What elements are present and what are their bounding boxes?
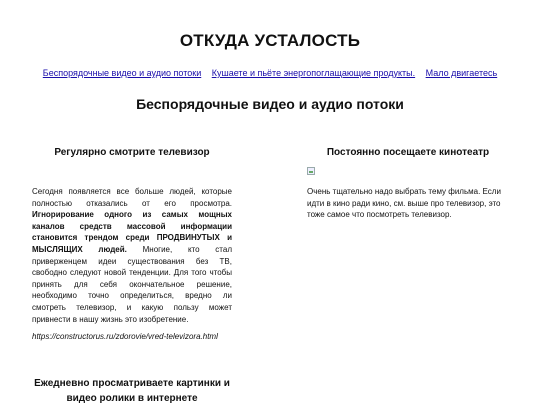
- site-title: ОТКУДА УСТАЛОСТЬ: [179, 31, 361, 50]
- right-column-heading: Постоянно посещаете кинотеатр: [326, 147, 490, 158]
- nav-link-food[interactable]: Кушаете и пьёте энергопоглащающие продукты.: [211, 68, 416, 78]
- text-intro: Сегодня появляется все больше людей, которые полностью отказались от его просмотра.: [32, 187, 232, 208]
- text-bold-1: Игнорирование одного из самых мощных каналов средств массовой информации становится трендом среди: [32, 210, 232, 243]
- broken-image-icon: [307, 167, 315, 175]
- section-title: Беспорядочные видео и аудио потоки: [136, 96, 404, 112]
- left-column-text: [32, 186, 232, 325]
- nav-link-movement[interactable]: Мало двигаетесь: [425, 68, 498, 78]
- top-navigation: [0, 68, 540, 78]
- left-column-heading-2: Ежедневно просматриваете картинки и видео ролики в интернете: [34, 378, 230, 404]
- text-continuation: Многие, кто стал приверженцем идеи существования без ТВ, свободно следуют новой тенденции. Для того чтобы принять для себя окончательное решение, необходимо точно определиться, вредно ли смотреть телевизор, и какую пользу может привнести в нашу жизнь это изобретение.: [32, 244, 232, 324]
- source-url: https://constructorus.ru/zdorovie/vred-televizora.html: [32, 332, 218, 341]
- nav-link-video-audio[interactable]: Беспорядочные видео и аудио потоки: [42, 68, 202, 78]
- text-bold-2: ПРОДВИНУТЫХ и МЫСЛЯЩИХ: [32, 233, 232, 254]
- left-column-heading: Регулярно смотрите телевизор: [54, 147, 210, 158]
- right-column-text: Очень тщательно надо выбрать тему фильма. Если идти в кино ради кино, см. выше про телевизор, это тоже самое что посмотреть телевизор.: [307, 187, 501, 220]
- text-bold-3: людей.: [98, 244, 127, 254]
